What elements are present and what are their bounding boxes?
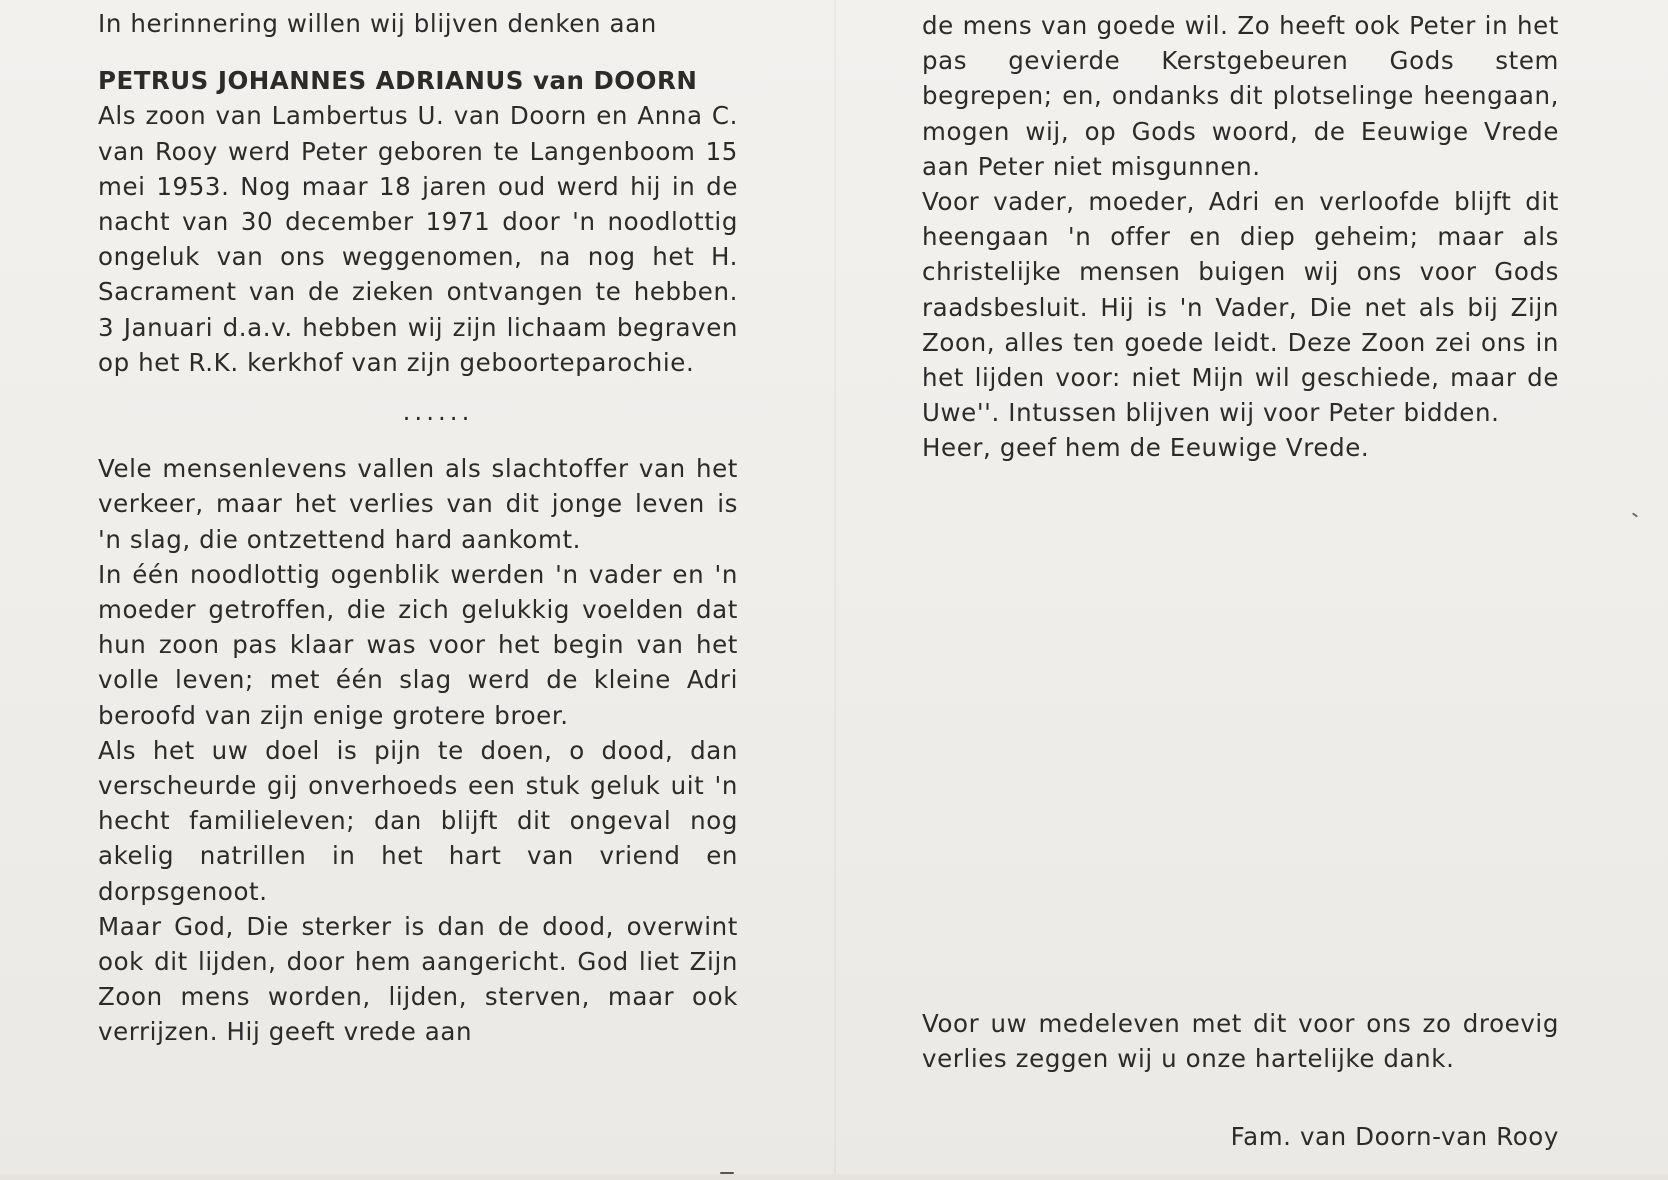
right-page bbox=[922, 8, 1559, 466]
paragraph-6: Voor vader, moeder, Adri en verloofde blijft dit heengaan 'n offer en diep geheim; maar als christelijke mensen buigen wij ons voor Gods raadsbesluit. Hij is 'n Vader, Die net als bij Zijn Zoon, alles ten goede leidt. Deze Zoon zei ons in het lijden voor: niet Mijn wil geschiede, maar de Uwe''. Intussen blijven wij voor Peter bidden. bbox=[922, 187, 1559, 428]
paragraph-1: Vele mensenlevens vallen als slachtoffer van het verkeer, maar het verlies van dit jonge leven is 'n slag, die ontzettend hard aankomt. bbox=[98, 454, 738, 554]
paper-speck bbox=[1632, 512, 1638, 517]
card-bottom-edge bbox=[0, 1174, 1668, 1180]
paragraph-2: In één noodlottig ogenblik werden 'n vader en 'n moeder getroffen, die zich gelukkig voelden dat hun zoon pas klaar was voor het begin van het volle leven; met één slag werd de kleine Adri beroofd van zijn enige grotere broer. bbox=[98, 559, 738, 730]
intro-line: In herinnering willen wij blijven denken aan bbox=[98, 9, 657, 38]
paragraph-3: Als het uw doel is pijn te doen, o dood, dan verscheurde gij onverhoeds een stuk geluk uit 'n hecht familieleven; dan blijft dit ongeval nog akelig natrillen in het hart van vriend en dorpsgenoot. bbox=[98, 735, 738, 906]
paragraph-5: de mens van goede wil. Zo heeft ook Peter in het pas gevierde Kerstgebeuren Gods stem begrepen; en, ondanks dit plotselinge heengaan, mogen wij, op Gods woord, de Eeuwige Vrede aan Peter niet misgunnen. bbox=[922, 11, 1559, 181]
left-page bbox=[98, 6, 738, 1050]
paragraph-4: Maar God, Die sterker is dan de dood, overwint ook dit lijden, door hem aangericht. God liet Zijn Zoon mens worden, lijden, sterven, maar ook verrijzen. Hij geeft vrede aan bbox=[98, 911, 738, 1047]
biography-paragraph: Als zoon van Lambertus U. van Doorn en Anna C. van Rooy werd Peter geboren te Langenboom 15 mei 1953. Nog maar 18 jaren oud werd hij in de nacht van 30 december 1971 door 'n noodlottig ongeluk van ons weggenomen, na nog het H. Sacrament van de zieken ontvangen te hebben. 3 Januari d.a.v. hebben wij zijn lichaam begraven op het R.K. kerkhof van zijn geboorteparochie. bbox=[98, 101, 738, 377]
deceased-name: PETRUS JOHANNES ADRIANUS van DOORN bbox=[98, 66, 698, 96]
closing-prayer: Heer, geef hem de Eeuwige Vrede. bbox=[922, 433, 1370, 463]
section-separator: ...... bbox=[402, 397, 474, 427]
card-fold bbox=[834, 0, 836, 1180]
family-signature: Fam. van Doorn-van Rooy bbox=[1230, 1122, 1559, 1151]
thanks-note: Voor uw medeleven met dit voor ons zo droevig verlies zeggen wij u onze hartelijke dank. bbox=[922, 1008, 1559, 1073]
